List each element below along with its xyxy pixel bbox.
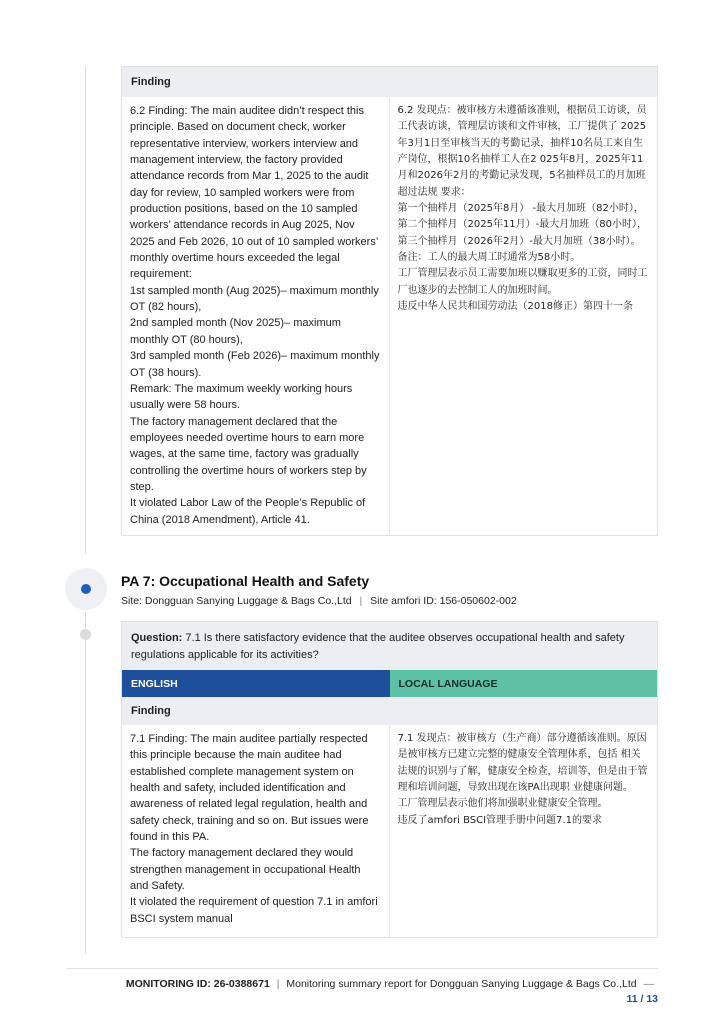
site-separator: | (359, 595, 363, 607)
timeline-line (85, 66, 86, 554)
finding-english-text: 6.2 Finding: The main auditee didn’t respect this principle. Based on document check, worker representative interview, workers interview and management interview, the factory provided attendance records from Mar 1, 2025 to the audit day for review, 10 sampled workers were from production positions, based on the 10 sampled workers’ attendance records in Aug 2025, Nov 2025 and Feb 2026, 10 out of 10 sampled workers’ monthly overtime hours exceeded the legal requirement: 1st sampled month (Aug 2025)– maximum monthly OT (82 hours), 2nd sampled month (Nov 2025)– maximum monthly OT (80 hours), 3rd sampled month (Feb 2026)– maximum monthly OT (38 hours). Remark: The maximum weekly working hours usually were 58 hours. The factory management declared that the employees needed overtime hours to earn more wages, at the same time, factory was gradually controlling the overtime hours of workers step by step. It violated Labor Law of the People’s Republic of China (2018 Amendment), Article 41. (122, 97, 390, 535)
finding-local-text: 7.1 发现点：被审核方（生产商）部分遵循该准则。原因是被审核方已建立完整的健康安全管理体系，包括 相关法规的识别与了解，健康安全检查，培训等，但是由于管理和培训问题，导致出现在该PA出现职 业健康问题。 工厂管理层表示他们将加强职业健康安全管理。 违反了amfori BSCI管理手册中问题7.1的要求 (397, 733, 648, 826)
section-marker (65, 568, 107, 610)
finding-header: Finding (122, 67, 657, 97)
column-english: ENGLISH (122, 670, 390, 697)
language-header-row (122, 670, 657, 697)
column-local-language: LOCAL LANGUAGE (390, 670, 658, 697)
site-name: Site: Dongguan Sanying Luggage & Bags Co.,Ltd (121, 595, 352, 607)
question-text: 7.1 Is there satisfactory evidence that the auditee observes occupational health and safety regulations applicable for its activities? (131, 632, 625, 661)
footer-dash: — (643, 978, 654, 990)
finding-table (121, 66, 658, 536)
page-number: 11 / 13 (626, 993, 658, 1005)
question-table (121, 621, 658, 938)
monitoring-id: MONITORING ID: 26-0388671 (125, 978, 270, 990)
finding-english-text: 7.1 Finding: The main auditee partially respected this principle because the main auditee had established complete management system on health and safety, included identification and awareness of related legal regulation, health and safety check, training and so on. But issues were found in this PA. The factory management declared they would strengthen management in occupational Health and Safety. It violated the requirement of question 7.1 in amfori BSCI system manual (122, 725, 390, 937)
section-title: PA 7: Occupational Health and Safety (121, 573, 370, 589)
finding-local-text: 6.2 发现点：被审核方未遵循该准则，根据员工访谈，员工代表访谈，管理层访谈和文件审核，工厂提供了 2025年3月1日至审核当天的考勤记录，抽样10名员工来自生产岗位，根据10名抽样工人在2 025年8月，2025年11月和2026年2月的考勤记录发现，5名抽样员工的月加班超过法规 要求： 第一个抽样月（2025年8月） -最大月加班（82小时）， 第二个抽样月（2025年11月）-最大月加班（80小时）， 第三个抽样月（2026年2月）-最大月加班（38小时）。 备注：工人的最大周工时通常为58小时。 工厂管理层表示员工需要加班以赚取更多的工资，同时工厂也逐步的去控制工人的加班时间。 违反中华人民共和国劳动法（2018修正）第四十一条 (397, 105, 648, 313)
site-info (121, 595, 517, 607)
finding-header: Finding (122, 697, 657, 725)
amfori-id: Site amfori ID: 156-050602-002 (370, 595, 517, 607)
section-marker-dot (81, 584, 91, 594)
report-title: Monitoring summary report for Dongguan Sanying Luggage & Bags Co.,Ltd (286, 978, 637, 990)
footer-separator: | (276, 978, 280, 990)
timeline-dot (80, 629, 91, 640)
finding-row (122, 97, 657, 535)
footer-divider (66, 968, 658, 969)
question-box (122, 622, 657, 670)
finding-row (122, 725, 657, 937)
question-label: Question: (131, 632, 183, 644)
timeline-line (85, 612, 86, 954)
page-footer (126, 977, 658, 1007)
